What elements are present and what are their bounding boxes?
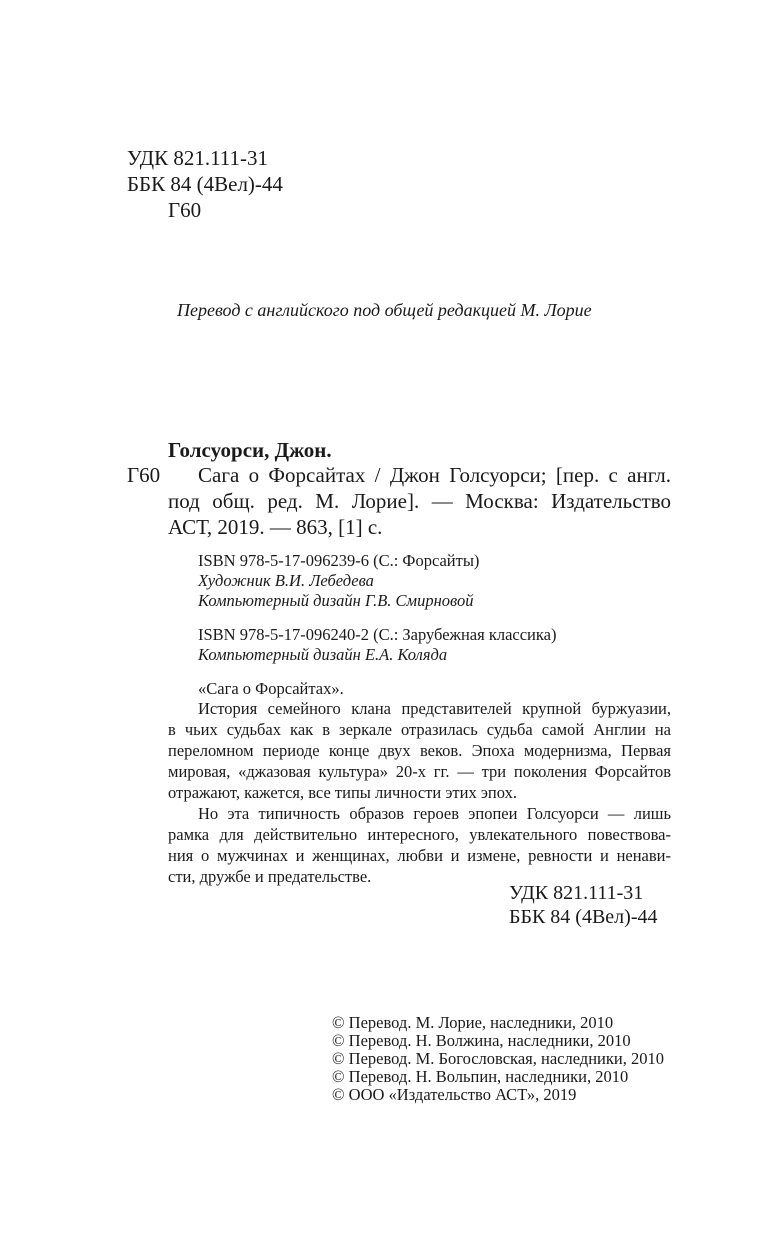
- annotation-line: в чьих судьбах как в зеркале отразилась судьба самой Англии на: [168, 720, 671, 739]
- udk-code-bottom: УДК 821.111-31: [509, 882, 644, 904]
- annotation-title: «Сага о Форсайтах».: [198, 679, 344, 698]
- bbk-code-bottom: ББК 84 (4Вел)-44: [509, 906, 658, 928]
- bbk-code-top: ББК 84 (4Вел)-44: [127, 172, 283, 196]
- annotation-line: отражают, кажется, все типы личности этих эпох.: [168, 783, 517, 802]
- annotation-line: рамка для действительно интересного, увлекательного повествова-: [168, 825, 671, 844]
- isbn-line: ISBN 978-5-17-096239-6 (С.: Форсайты): [198, 551, 480, 570]
- annotation-line: ния о мужчинах и женщинах, любви и измене, ревности и ненави-: [168, 846, 671, 865]
- annotation-line: История семейного клана представителей крупной буржуазии,: [198, 699, 671, 718]
- annotation-line: мировая, «джазовая культура» 20-х гг. — три поколения Форсайтов: [168, 762, 671, 781]
- credit-line: Компьютерный дизайн Е.А. Коляда: [198, 645, 448, 664]
- annotation-line: переломном периоде конце двух веков. Эпоха модернизма, Первая: [168, 741, 671, 760]
- copyright-line: © Перевод. Н. Вольпин, наследники, 2010: [332, 1067, 629, 1086]
- udk-code-top: УДК 821.111-31: [127, 146, 269, 170]
- copyright-line: © Перевод. М. Богословская, наследники, 2010: [332, 1049, 664, 1068]
- copyright-line: © Перевод. Н. Волжина, наследники, 2010: [332, 1031, 631, 1050]
- author-mark-top: Г60: [168, 198, 202, 222]
- bibliographic-line: Сага о Форсайтах / Джон Голсуорси; [пер. с англ.: [198, 463, 671, 487]
- annotation-line: сти, дружбе и предательстве.: [168, 867, 372, 886]
- copyright-line: © ООО «Издательство АСТ», 2019: [332, 1085, 577, 1104]
- annotation-line: Но эта типичность образов героев эпопеи Голсуорси — лишь: [198, 804, 671, 823]
- bibliographic-line: АСТ, 2019. — 863, [1] с.: [168, 515, 383, 539]
- credit-line: Художник В.И. Лебедева: [198, 571, 374, 590]
- bibliographic-line: под общ. ред. М. Лорие]. — Москва: Издательство: [168, 489, 671, 513]
- copyright-line: © Перевод. М. Лорие, наследники, 2010: [332, 1013, 614, 1032]
- author-heading: Голсуорси, Джон.: [168, 438, 332, 462]
- translation-note: Перевод с английского под общей редакцией М. Лорие: [177, 300, 592, 320]
- credit-line: Компьютерный дизайн Г.В. Смирновой: [198, 591, 474, 610]
- author-mark-side: Г60: [127, 463, 161, 487]
- isbn-line: ISBN 978-5-17-096240-2 (С.: Зарубежная классика): [198, 625, 557, 644]
